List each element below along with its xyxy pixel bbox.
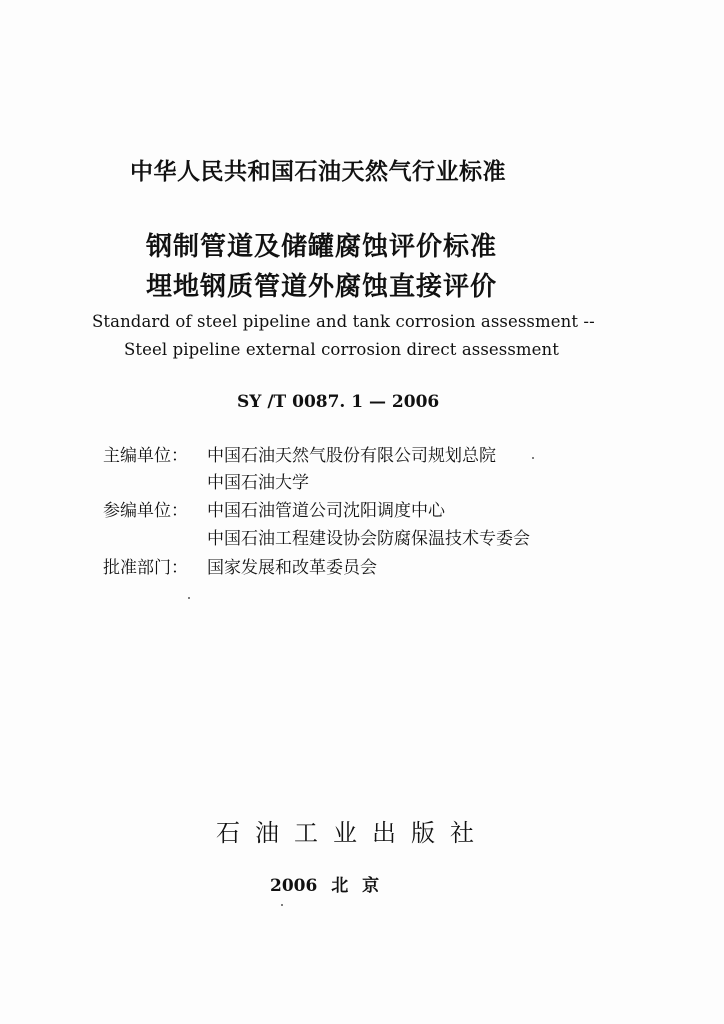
editor-row [103, 441, 496, 466]
editor-label: 主编单位： [103, 446, 188, 466]
chinese-title-line-1: 钢制管道及储罐腐蚀评价标准 [146, 232, 498, 262]
participant-org-1: 中国石油管道公司沈阳调度中心 [207, 501, 445, 521]
standard-number: SY /T 0087. 1 — 2006 [237, 392, 440, 412]
participant-label: 参编单位： [103, 501, 188, 521]
english-title-line-1: Standard of steel pipeline and tank corrosion assessment -- [92, 312, 595, 331]
scan-speck [532, 457, 534, 459]
publication-place-year [270, 871, 379, 896]
approver-label: 批准部门： [103, 558, 188, 578]
approver-org: 国家发展和改革委员会 [207, 558, 377, 578]
publication-city: 北 京 [331, 876, 380, 896]
scan-speck [188, 597, 190, 599]
english-title-line-2: Steel pipeline external corrosion direct assessment [124, 340, 559, 359]
chinese-title-line-2: 埋地钢质管道外腐蚀直接评价 [146, 272, 498, 302]
participant-org-2: 中国石油工程建设协会防腐保温技术专委会 [207, 529, 530, 549]
participant-row [103, 496, 445, 521]
standard-category: 中华人民共和国石油天然气行业标准 [130, 159, 506, 185]
publication-year: 2006 [270, 876, 318, 896]
publisher-name: 石油工业出版社 [216, 819, 489, 847]
editor-org-1: 中国石油天然气股份有限公司规划总院 [207, 446, 496, 466]
approver-row [103, 553, 377, 578]
scan-speck [281, 904, 283, 906]
editor-org-2: 中国石油大学 [207, 473, 309, 493]
